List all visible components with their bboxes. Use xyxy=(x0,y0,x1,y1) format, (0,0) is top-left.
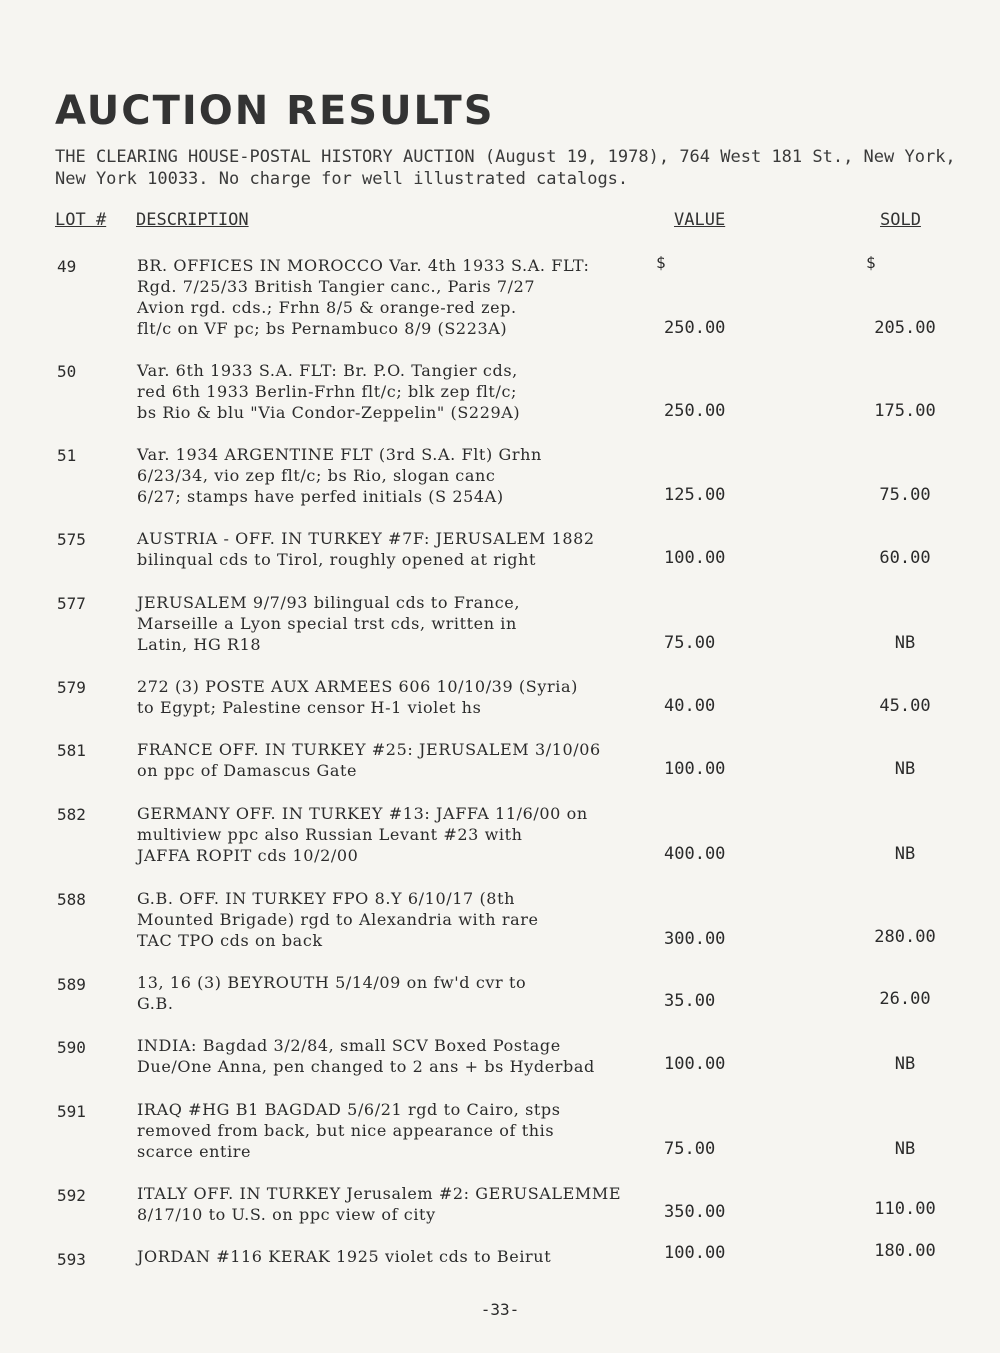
page-title: AUCTION RESULTS xyxy=(55,88,495,134)
lot-sold: NB xyxy=(894,633,916,653)
lot-description: JERUSALEM 9/7/93 bilingual cds to France, Marseille a Lyon special trst cds, written in Latin, HG R18 xyxy=(137,593,521,654)
lot-description: ITALY OFF. IN TURKEY Jerusalem #2: GERUSALEMME 8/17/10 to U.S. on ppc view of city xyxy=(137,1184,622,1224)
lot-sold: 205.00 xyxy=(874,318,936,338)
description-column-header: DESCRIPTION xyxy=(136,210,249,230)
lot-description: 13, 16 (3) BEYROUTH 5/14/09 on fw'd cvr to G.B. xyxy=(137,973,527,1013)
lot-column-header: LOT # xyxy=(55,210,107,230)
lot-value: 100.00 xyxy=(664,1243,726,1263)
lot-number: 50 xyxy=(57,362,77,381)
lot-number: 51 xyxy=(57,446,77,465)
lot-value: 100.00 xyxy=(664,548,726,568)
lot-number: 579 xyxy=(57,678,86,697)
lot-number: 582 xyxy=(57,805,86,824)
lot-sold: 280.00 xyxy=(874,927,936,947)
lot-number: 592 xyxy=(57,1186,86,1205)
lot-description: IRAQ #HG B1 BAGDAD 5/6/21 rgd to Cairo, stps removed from back, but nice appearance of this scarce entire xyxy=(137,1100,561,1161)
lot-description: BR. OFFICES IN MOROCCO Var. 4th 1933 S.A. FLT: Rgd. 7/25/33 British Tangier canc., Paris 7/27 Avion rgd. cds.; Frhn 8/5 & orange-red zep. flt/c on VF pc; bs Pernambuco 8/9 (S223A) xyxy=(137,256,590,338)
value-column-header: VALUE xyxy=(674,210,726,230)
lot-sold: NB xyxy=(894,844,916,864)
lot-sold: NB xyxy=(894,1054,916,1074)
lot-description: INDIA: Bagdad 3/2/84, small SCV Boxed Postage Due/One Anna, pen changed to 2 ans + bs Hyderbad xyxy=(137,1036,595,1076)
lot-value: 250.00 xyxy=(664,401,726,421)
lot-sold: NB xyxy=(894,1139,916,1159)
lot-number: 590 xyxy=(57,1038,86,1057)
lot-number: 591 xyxy=(57,1102,86,1121)
value-currency-symbol: $ xyxy=(656,253,666,272)
lot-description: FRANCE OFF. IN TURKEY #25: JERUSALEM 3/10/06 on ppc of Damascus Gate xyxy=(137,740,601,780)
lot-value: 40.00 xyxy=(664,696,716,716)
sold-column-header: SOLD xyxy=(880,210,921,230)
sold-currency-symbol: $ xyxy=(866,253,876,272)
lot-sold: 26.00 xyxy=(879,989,931,1009)
lot-number: 581 xyxy=(57,741,86,760)
lot-number: 588 xyxy=(57,890,86,909)
lot-value: 75.00 xyxy=(664,633,716,653)
lot-sold: 45.00 xyxy=(879,696,931,716)
lot-value: 100.00 xyxy=(664,759,726,779)
lot-value: 35.00 xyxy=(664,991,716,1011)
lot-value: 300.00 xyxy=(664,929,726,949)
lot-number: 49 xyxy=(57,257,77,276)
lot-sold: 175.00 xyxy=(874,401,936,421)
lot-description: G.B. OFF. IN TURKEY FPO 8.Y 6/10/17 (8th Mounted Brigade) rgd to Alexandria with rare TAC TPO cds on back xyxy=(137,889,539,950)
lot-sold: 110.00 xyxy=(874,1199,936,1219)
lot-number: 577 xyxy=(57,594,86,613)
lot-description: Var. 6th 1933 S.A. FLT: Br. P.O. Tangier cds, red 6th 1933 Berlin-Frhn flt/c; blk zep flt/c; bs Rio & blu "Via Condor-Zeppelin" (S229A) xyxy=(137,361,521,422)
lot-sold: NB xyxy=(894,759,916,779)
lot-description: JORDAN #116 KERAK 1925 violet cds to Beirut xyxy=(137,1247,552,1266)
lot-description: 272 (3) POSTE AUX ARMEES 606 10/10/39 (Syria) to Egypt; Palestine censor H-1 violet hs xyxy=(137,677,578,717)
lot-description: GERMANY OFF. IN TURKEY #13: JAFFA 11/6/00 on multiview ppc also Russian Levant #23 with JAFFA ROPIT cds 10/2/00 xyxy=(137,804,588,865)
lot-description: Var. 1934 ARGENTINE FLT (3rd S.A. Flt) Grhn 6/23/34, vio zep flt/c; bs Rio, slogan canc 6/27; stamps have perfed initials (S 254A) xyxy=(137,445,542,506)
auction-intro: THE CLEARING HOUSE-POSTAL HISTORY AUCTION (August 19, 1978), 764 West 181 St., New York, New York 10033. No charge for well illustrated catalogs. xyxy=(55,147,956,189)
lot-value: 400.00 xyxy=(664,844,726,864)
lot-number: 593 xyxy=(57,1250,86,1269)
lot-value: 75.00 xyxy=(664,1139,716,1159)
lot-sold: 60.00 xyxy=(879,548,931,568)
lot-number: 589 xyxy=(57,975,86,994)
lot-description: AUSTRIA - OFF. IN TURKEY #7F: JERUSALEM 1882 bilinqual cds to Tirol, roughly opened at right xyxy=(137,529,595,569)
lot-sold: 75.00 xyxy=(879,485,931,505)
lot-value: 125.00 xyxy=(664,485,726,505)
page-number: -33- xyxy=(480,1300,520,1319)
lot-value: 100.00 xyxy=(664,1054,726,1074)
lot-sold: 180.00 xyxy=(874,1241,936,1261)
lot-number: 575 xyxy=(57,530,86,549)
lot-value: 350.00 xyxy=(664,1202,726,1222)
lot-value: 250.00 xyxy=(664,318,726,338)
